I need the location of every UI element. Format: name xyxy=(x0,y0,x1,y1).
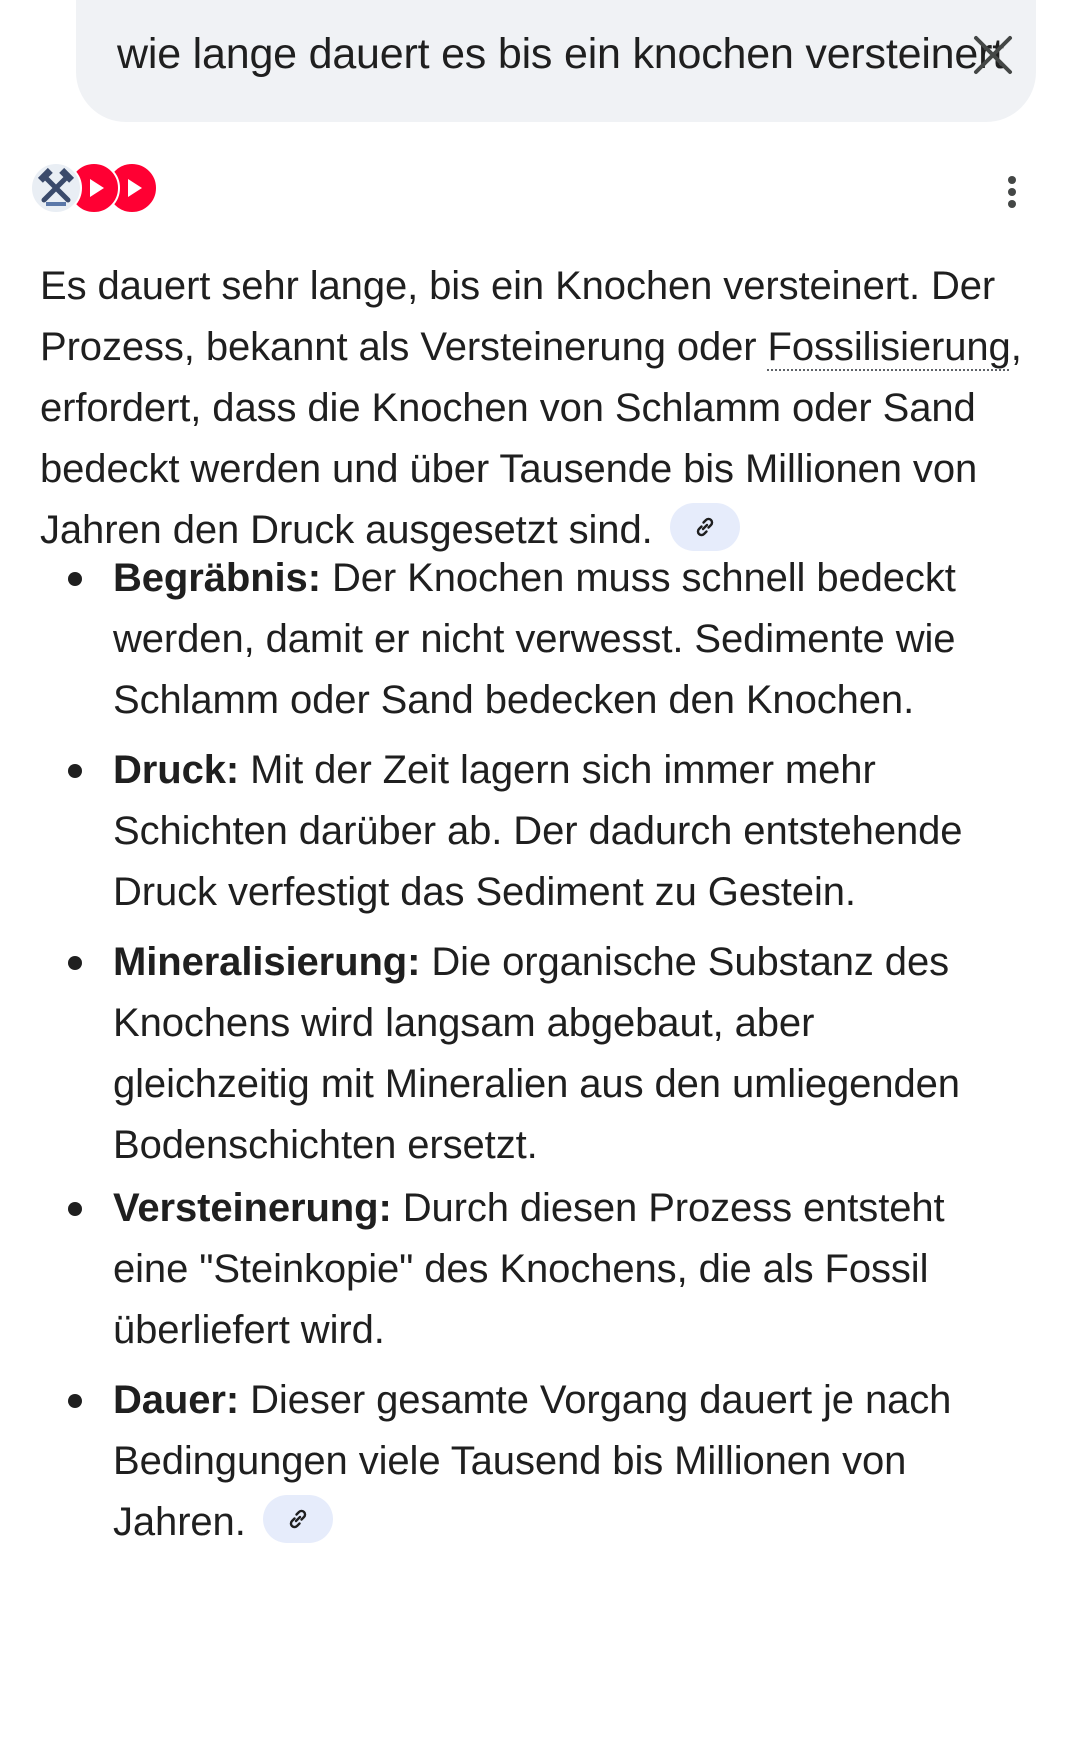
bullet-dot xyxy=(68,764,82,778)
source-link-button[interactable] xyxy=(670,503,740,551)
more-options-icon[interactable] xyxy=(1000,172,1024,212)
bullet-dot xyxy=(68,956,82,970)
answer-text: Es dauert sehr lange, bis ein Knochen versteinert. Der Prozess, bekannt als Versteinerung oder xyxy=(40,264,996,369)
search-query[interactable]: wie lange dauert es bis ein knochen versteinert xyxy=(117,30,1004,78)
list-item: Dauer: Dieser gesamte Vorgang dauert je nach Bedingungen viele Tausend bis Millionen von Jahren. xyxy=(113,1378,952,1544)
hammer-pick-logo-icon xyxy=(30,162,82,214)
list-item: Druck: Mit der Zeit lagern sich immer mehr Schichten darüber ab. Der dadurch entstehende Druck verfestigt das Sediment zu Gestein. xyxy=(113,748,963,914)
answer-paragraph xyxy=(40,256,1060,561)
bullet-dot xyxy=(68,1394,82,1408)
link-icon xyxy=(693,515,717,539)
source-icons[interactable] xyxy=(30,162,160,218)
close-icon xyxy=(970,32,1016,78)
list-item: Begräbnis: Der Knochen muss schnell bedeckt werden, damit er nicht verwesst. Sedimente wie Schlamm oder Sand bedecken den Knochen. xyxy=(113,556,956,722)
term-fossilisierung[interactable]: Fossilisierung xyxy=(767,325,1011,369)
bullet-dot xyxy=(68,1202,82,1216)
link-icon xyxy=(286,1507,310,1531)
bullet-dot xyxy=(68,572,82,586)
answer-text: , erfordert, dass die Knochen von Schlamm oder Sand bedeckt werden und über Tausende bis Millionen von Jahren den Druck ausgesetzt sind. xyxy=(40,325,1022,552)
list-item: Mineralisierung: Die organische Substanz des Knochens wird langsam abgebaut, aber gleichzeitig mit Mineralien aus den umliegenden Bodenschichten ersetzt. xyxy=(113,940,960,1167)
list-item: Versteinerung: Durch diesen Prozess entsteht eine "Steinkopie" des Knochens, die als Fossil überliefert wird. xyxy=(113,1186,945,1352)
source-link-button[interactable] xyxy=(263,1495,333,1543)
clear-search-button[interactable] xyxy=(970,32,1016,78)
